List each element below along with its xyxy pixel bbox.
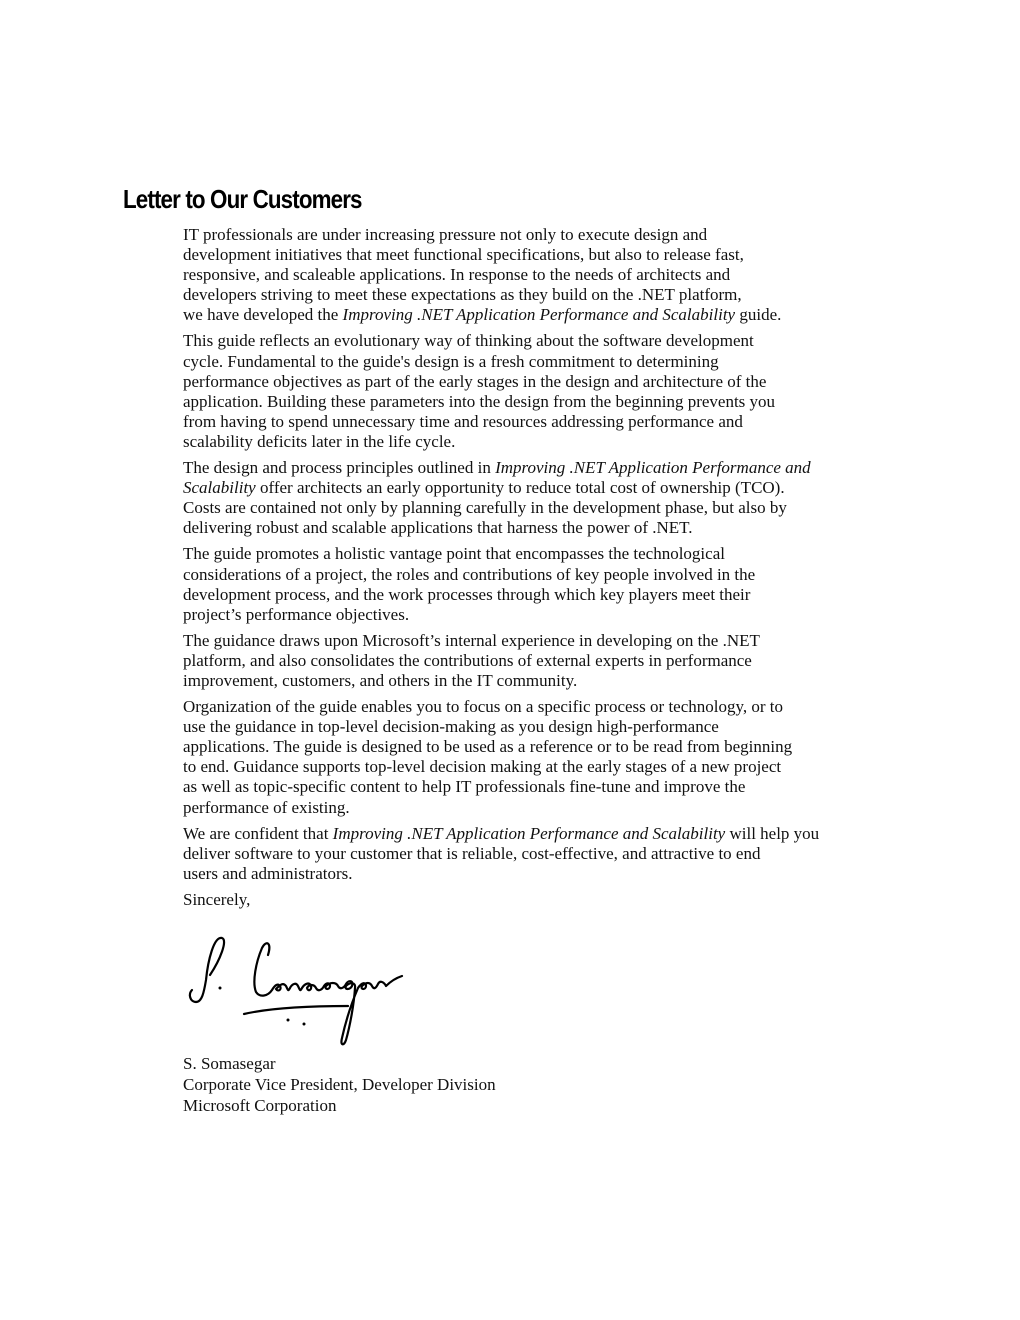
text-segment: to end. Guidance supports top-level decision making at the early stages of a new project [183, 757, 782, 777]
text-segment: users and administrators. [183, 863, 353, 883]
text-line [183, 824, 883, 844]
text-segment: Sincerely, [183, 889, 251, 909]
text-segment: The design and process principles outlined in [183, 458, 496, 478]
text-segment: performance of existing. [183, 797, 350, 817]
text-line [183, 890, 883, 910]
text-line [183, 372, 883, 392]
signer-company: Microsoft Corporation [183, 1096, 337, 1115]
text-line [183, 544, 883, 564]
text-line [183, 392, 883, 412]
letter-paragraph [183, 631, 883, 691]
page-title: Letter to Our Customers [123, 184, 362, 214]
letter-paragraph [183, 544, 883, 624]
text-segment: This guide reflects an evolutionary way of thinking about the software development [183, 331, 754, 351]
text-segment: The guidance draws upon Microsoft’s internal experience in developing on the .NET [183, 630, 760, 650]
text-line [183, 565, 883, 585]
text-line [183, 245, 883, 265]
text-line [183, 798, 883, 818]
letter-paragraph [183, 697, 883, 818]
text-segment: developers striving to meet these expectations as they build on the .NET platform, [183, 285, 742, 305]
text-segment: we have developed the [183, 305, 343, 325]
text-line [183, 331, 883, 351]
letter-paragraph [183, 225, 883, 325]
letter-paragraph [183, 824, 883, 884]
text-line [183, 631, 883, 651]
text-line [183, 498, 883, 518]
letter-paragraph [183, 890, 883, 910]
signer-title: Corporate Vice President, Developer Division [183, 1075, 496, 1094]
text-line [183, 651, 883, 671]
text-line [183, 737, 883, 757]
text-segment: We are confident that [183, 823, 333, 843]
text-segment: from having to spend unnecessary time and resources addressing performance and [183, 411, 743, 431]
text-line [183, 777, 883, 797]
signature-block [183, 1053, 496, 1116]
text-line [183, 518, 883, 538]
text-segment: considerations of a project, the roles and contributions of key people involved in the [183, 564, 756, 584]
text-line [183, 305, 883, 325]
text-segment: platform, and also consolidates the contributions of external experts in performance [183, 650, 752, 670]
text-line [183, 225, 883, 245]
text-segment: improvement, customers, and others in the IT community. [183, 670, 578, 690]
text-segment: cycle. Fundamental to the guide's design is a fresh commitment to determining [183, 351, 719, 371]
text-segment: IT professionals are under increasing pressure not only to execute design and [183, 225, 708, 244]
text-line [183, 864, 883, 884]
text-line [183, 585, 883, 605]
text-line [183, 458, 883, 478]
text-segment: development initiatives that meet functional specifications, but also to release fast, [183, 245, 744, 265]
text-line [183, 671, 883, 691]
signature-image [180, 930, 420, 1050]
text-segment: will help you [725, 823, 820, 843]
signer-name: S. Somasegar [183, 1054, 276, 1073]
text-segment: offer architects an early opportunity to reduce total cost of ownership (TCO). [255, 478, 785, 498]
letter-paragraph [183, 331, 883, 452]
text-line [183, 265, 883, 285]
text-line [183, 605, 883, 625]
text-line [183, 697, 883, 717]
text-segment: project’s performance objectives. [183, 604, 410, 624]
text-line [183, 844, 883, 864]
book-title-italic: Improving .NET Application Performance and Scalability [332, 823, 726, 843]
text-segment: scalability deficits later in the life cycle. [183, 431, 456, 451]
text-segment: The guide promotes a holistic vantage point that encompasses the technological [183, 544, 725, 564]
text-segment: development process, and the work processes through which key players meet their [183, 584, 751, 604]
text-line [183, 352, 883, 372]
text-segment: applications. The guide is designed to be used as a reference or to be read from beginning [183, 737, 793, 757]
text-line [183, 432, 883, 452]
text-line [183, 757, 883, 777]
text-segment: guide. [735, 305, 782, 325]
text-line [183, 412, 883, 432]
text-segment: performance objectives as part of the early stages in the design and architecture of the [183, 371, 767, 391]
text-line [183, 717, 883, 737]
text-segment: Organization of the guide enables you to focus on a specific process or technology, or to [183, 697, 784, 717]
text-segment: as well as topic-specific content to help IT professionals fine-tune and improve the [183, 777, 746, 797]
text-segment: deliver software to your customer that is reliable, cost-effective, and attractive to end [183, 843, 761, 863]
text-line [183, 478, 883, 498]
text-segment: responsive, and scaleable applications. In response to the needs of architects and [183, 265, 731, 285]
book-title-italic: Scalability [183, 478, 256, 498]
text-segment: use the guidance in top-level decision-making as you design high-performance [183, 717, 719, 737]
letter-body [183, 225, 883, 916]
text-segment: application. Building these parameters into the design from the beginning prevents you [183, 391, 776, 411]
book-title-italic: Improving .NET Application Performance and [495, 458, 811, 478]
text-segment: Costs are contained not only by planning carefully in the development phase, but also by [183, 498, 787, 518]
text-segment: delivering robust and scalable applications that harness the power of .NET. [183, 518, 693, 538]
book-title-italic: Improving .NET Application Performance and Scalability [342, 305, 736, 325]
text-line [183, 285, 883, 305]
letter-paragraph [183, 458, 883, 538]
